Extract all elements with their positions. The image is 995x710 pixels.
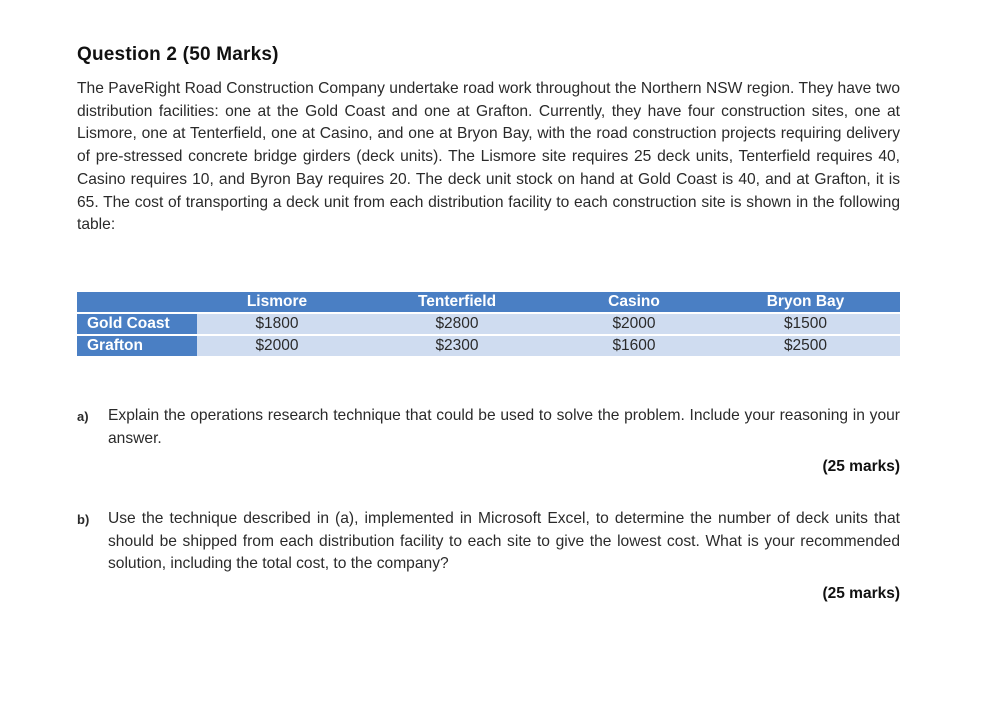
part-a-marks: (25 marks) (822, 458, 900, 475)
table-cell: $2500 (711, 336, 900, 356)
table-corner-cell (77, 292, 197, 312)
table-cell: $2800 (357, 314, 557, 334)
column-header-tenterfield: Tenterfield (357, 292, 557, 312)
table-cell: $2300 (357, 336, 557, 356)
column-header-bryon-bay: Bryon Bay (711, 292, 900, 312)
table-cell: $2000 (557, 314, 711, 334)
part-b-text: Use the technique described in (a), implemented in Microsoft Excel, to determine the number of deck units that should be shipped from each distribution facility to each site to give the lowest cost. What is your recommended solution, including the total cost, to the company? (108, 510, 900, 573)
part-b-letter: b) (77, 512, 90, 527)
part-a (77, 405, 900, 450)
table-header-row (77, 292, 900, 312)
column-header-casino: Casino (557, 292, 711, 312)
row-header-gold-coast: Gold Coast (77, 314, 197, 334)
row-header-grafton: Grafton (77, 336, 197, 356)
question-title: Question 2 (50 Marks) (77, 44, 279, 65)
table-row (77, 336, 900, 356)
table-cell: $1500 (711, 314, 900, 334)
part-a-letter: a) (77, 409, 89, 424)
table-cell: $2000 (197, 336, 357, 356)
table-cell: $1600 (557, 336, 711, 356)
question-intro: The PaveRight Road Construction Company undertake road work throughout the Northern NSW region. They have two distribution facilities: one at the Gold Coast and one at Grafton. Currently, they have four construction sites, one at Lismore, one at Tenterfield, one at Casino, and one at Bryon Bay, with the road construction projects requiring delivery of pre-stressed concrete bridge girders (deck units). The Lismore site requires 25 deck units, Tenterfield requires 40, Casino requires 10, and Byron Bay requires 20. The deck unit stock on hand at Gold Coast is 40, and at Grafton, it is 65. The cost of transporting a deck unit from each distribution facility to each construction site is shown in the following table: (77, 80, 900, 234)
transport-cost-table (77, 290, 900, 358)
column-header-lismore: Lismore (197, 292, 357, 312)
table-cell: $1800 (197, 314, 357, 334)
part-a-text: Explain the operations research technique that could be used to solve the problem. Include your reasoning in your answer. (108, 407, 900, 447)
part-b (77, 508, 900, 576)
table-row (77, 314, 900, 334)
part-b-marks: (25 marks) (822, 585, 900, 602)
